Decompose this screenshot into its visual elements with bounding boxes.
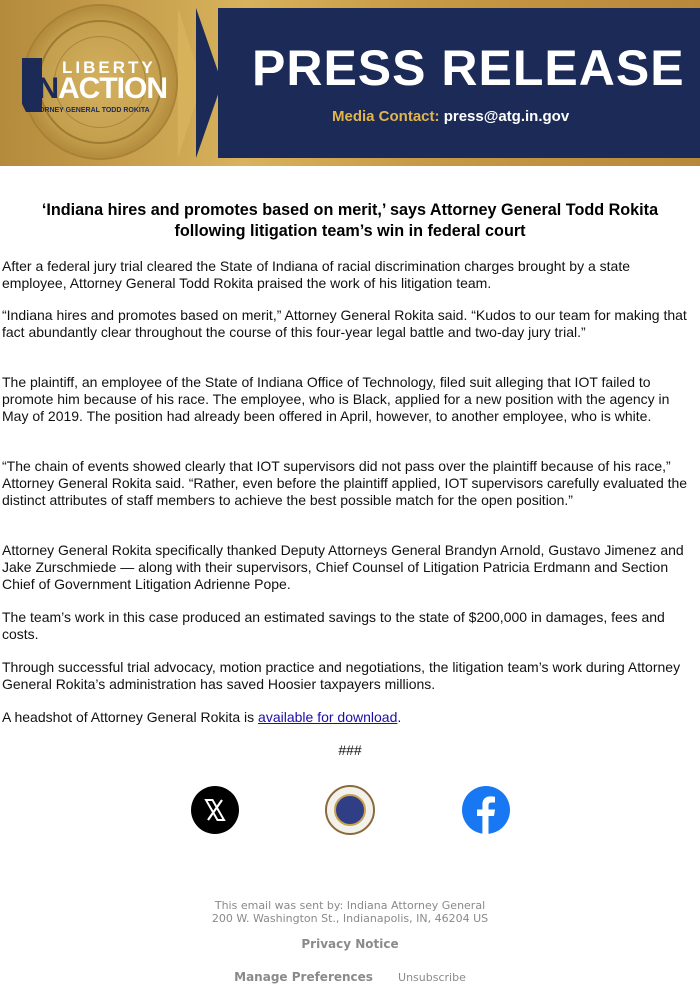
footer-sent-by: This email was sent by: Indiana Attorney General	[214, 899, 486, 912]
media-contact-email[interactable]: press@atg.in.gov	[443, 108, 570, 125]
press-release-title: PRESS RELEASE	[252, 40, 685, 96]
logo-inaction-text	[30, 74, 167, 104]
headshot-suffix: .	[397, 709, 402, 725]
footer-links	[0, 966, 700, 985]
headline-line-2: following litigation team’s win in federal court	[174, 222, 526, 240]
state-seal-inner-icon	[334, 794, 366, 826]
headshot-paragraph	[2, 709, 698, 726]
manage-preferences-link[interactable]: Manage Preferences	[234, 970, 373, 984]
liberty-in-action-logo	[22, 58, 182, 118]
press-release-banner	[0, 0, 700, 166]
article-paragraph-1: After a federal jury trial cleared the State of Indiana of racial discrimination charges brought by a state employee, Attorney General Todd Rokita praised the work of his litigation team.	[2, 258, 631, 291]
headshot-prefix: A headshot of Attorney General Rokita is	[2, 709, 259, 725]
article-paragraph-7: Through successful trial advocacy, motion practice and negotiations, the litigation team’s work during Attorney General Rokita’s administration has saved Hoosier taxpayers millions.	[2, 659, 681, 692]
unsubscribe-link[interactable]: Unsubscribe	[398, 971, 466, 984]
logo-in-text: IN	[30, 72, 58, 105]
x-icon[interactable]	[191, 786, 239, 834]
privacy-notice-link[interactable]: Privacy Notice	[301, 937, 399, 951]
article-paragraph-3: The plaintiff, an employee of the State of Indiana Office of Technology, filed suit alleging that IOT failed to promote him because of his race. The employee, who is Black, applied for a new position with the agency in May of 2019. The position had already been offered in April, however, to another employee, who is white.	[2, 374, 670, 424]
headline-line-1: ‘Indiana hires and promotes based on merit,’ says Attorney General Todd Rokita	[41, 201, 659, 219]
article-paragraph-5: Attorney General Rokita specifically thanked Deputy Attorneys General Brandyn Arnold, Gustavo Jimenez and Jake Zurschmiede — along with their supervisors, Chief Counsel of Litigation Patricia Erdmann and Section Chief of Government Litigation Adrienne Pope.	[2, 542, 684, 592]
article-headline	[0, 200, 700, 242]
download-headshot-link[interactable]: available for download	[258, 709, 398, 725]
article-paragraph-2: “Indiana hires and promotes based on merit,” Attorney General Rokita said. “Kudos to our team for making that fact abundantly clear throughout the course of this four-year legal battle and two-day jury trial.”	[2, 307, 687, 340]
media-contact-label: Media Contact:	[332, 108, 440, 125]
banner-chevron-navy	[196, 8, 222, 158]
logo-action-text: ACTION	[58, 72, 167, 105]
article-paragraph-4: “The chain of events showed clearly that IOT supervisors did not pass over the plaintiff because of his race,” Attorney General Rokita said. “Rather, even before the plaintiff applied, IOT supervisors carefully evaluated the distinct attributes of staff members to achieve the best possible match for the open position.”	[2, 458, 688, 508]
facebook-icon[interactable]	[462, 786, 510, 834]
logo-liberty-text: LIBERTY	[62, 58, 156, 77]
footer-address: 200 W. Washington St., Indianapolis, IN, 46204 US	[211, 912, 489, 925]
article-paragraph-6: The team’s work in this case produced an estimated savings to the state of $200,000 in damages, fees and costs.	[2, 609, 665, 642]
media-contact	[332, 108, 569, 125]
end-mark: ###	[338, 742, 362, 758]
logo-subtitle: ATTORNEY GENERAL TODD ROKITA	[26, 107, 150, 114]
footer-privacy	[0, 938, 700, 951]
state-seal-icon[interactable]	[325, 785, 375, 835]
